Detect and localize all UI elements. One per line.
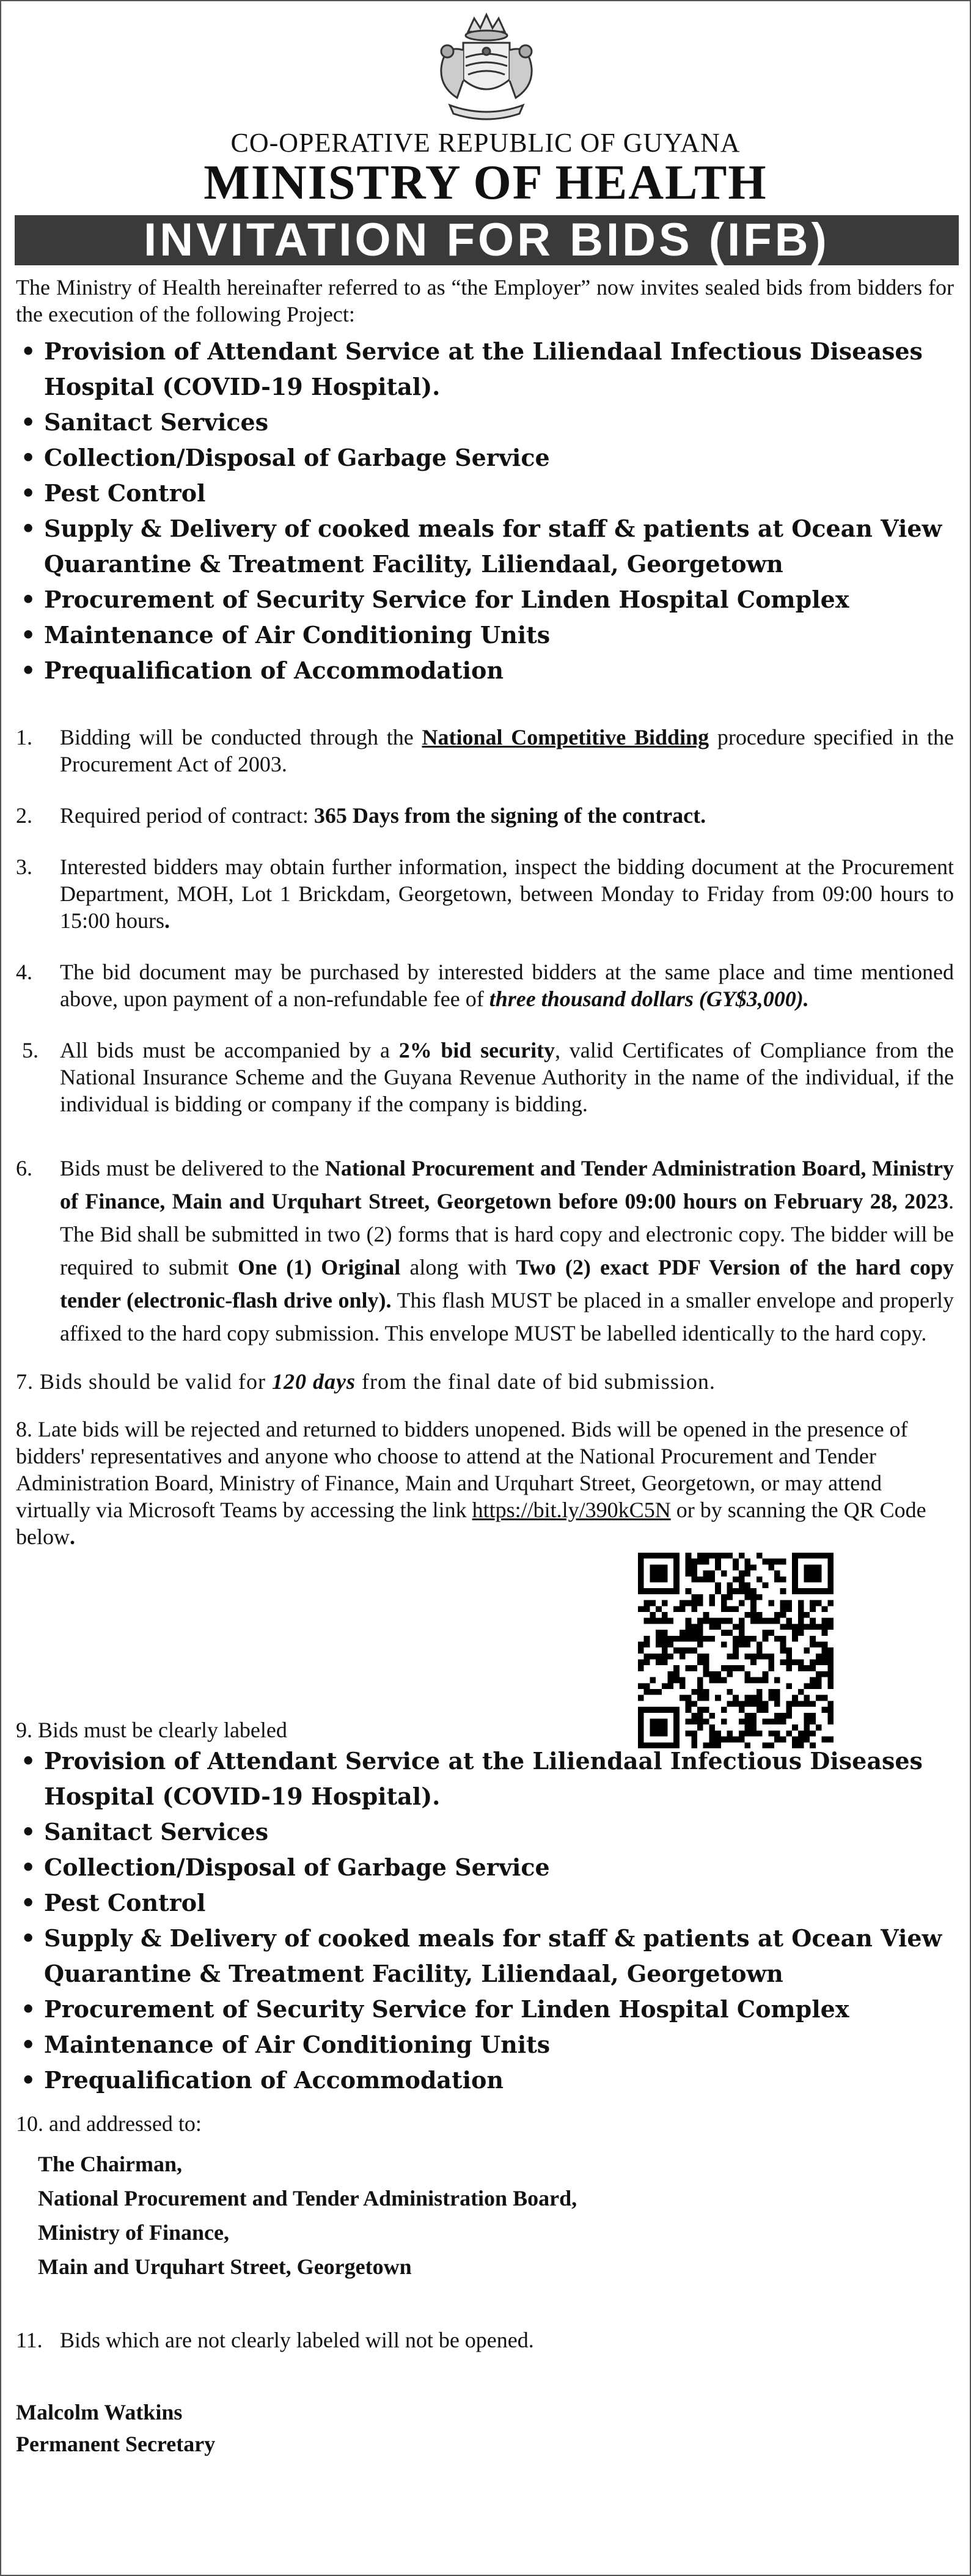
list-item: • Maintenance of Air Conditioning Units	[16, 617, 954, 653]
clause-3: 3. Interested bidders may obtain further information, inspect the bidding document at the Procurement Department, MOH, Lot 1 Brickdam, Georgetown, between Monday to Friday from 09:00 hours to 15:00 hours.	[16, 855, 954, 933]
bullet-icon: •	[21, 586, 36, 613]
ministry-name: MINISTRY OF HEALTH	[203, 156, 768, 210]
bullet-icon: •	[21, 515, 36, 542]
clause-6: 6. Bids must be delivered to the National Procurement and Tender Administration Board, Ministry of Finance, Main and Urquhart Street, Georgetown before 09:00 hours on February 28, 2023. The Bid shall be submitted in two (2) forms that is hard copy and electronic copy. The bidder will be required to submit One (1) Original along with Two (2) exact PDF Version of the hard copy tender (electronic-flash drive only). This flash MUST be placed in a smaller envelope and properly affixed to the hard copy submission. This envelope MUST be labelled identically to the hard copy.	[16, 1156, 955, 1345]
address-line: Main and Urquhart Street, Georgetown	[38, 2254, 412, 2279]
list-item: • Procurement of Security Service for Linden Hospital Complex	[16, 1992, 954, 2027]
list-item: • Supply & Delivery of cooked meals for staff & patients at Ocean View Quarantine & Treatment Facility, Liliendaal, Georgetown	[16, 1921, 954, 1992]
address-block	[38, 2147, 954, 2284]
bullet-icon: •	[21, 1889, 36, 1916]
teams-link[interactable]: https://bit.ly/390kC5N	[472, 1498, 671, 1522]
list-item: • Sanitact Services	[16, 405, 954, 440]
qr-code-icon[interactable]	[638, 1553, 834, 1748]
address-line: The Chairman,	[38, 2152, 183, 2176]
list-item: • Pest Control	[16, 476, 954, 511]
clause-8: 8. Late bids will be rejected and returned to bidders unopened. Bids will be opened in the presence of bidders' representatives and anyone who choose to attend at the National Procurement and Tender Administration Board, Ministry of Finance, Main and Urquhart Street, Georgetown, or may attend virtually via Microsoft Teams by accessing the link https://bit.ly/390kC5N or by scanning the QR Code below.	[16, 1417, 926, 1549]
clause-5: 5. All bids must be accompanied by a 2% bid security, valid Certificates of Compliance from the National Insurance Scheme and the Guyana Revenue Authority in the name of the individual, if the individual is bidding or company if the company is bidding.	[22, 1038, 954, 1116]
list-item: • Supply & Delivery of cooked meals for staff & patients at Ocean View Quarantine & Treatment Facility, Liliendaal, Georgetown	[16, 511, 954, 582]
bullet-icon: •	[21, 1924, 36, 1952]
bullet-icon: •	[21, 621, 36, 649]
clause-2: 2. Required period of contract: 365 Days from the signing of the contract.	[16, 803, 706, 828]
page-title-banner: INVITATION FOR BIDS (IFB)	[15, 215, 959, 265]
notice-body	[16, 274, 954, 2460]
bullet-icon: •	[21, 337, 36, 365]
clause-7: 7. Bids should be valid for 120 days from the final date of bid submission.	[16, 1369, 716, 1394]
signatory-name: Malcolm Watkins	[16, 2400, 183, 2424]
intro-paragraph: The Ministry of Health hereinafter referred to as “the Employer” now invites sealed bids from bidders for the execution of the following Project:	[16, 275, 954, 326]
clause-9: 9. Bids must be clearly labeled	[16, 1718, 287, 1742]
signatory-title: Permanent Secretary	[16, 2432, 216, 2456]
bullet-icon: •	[21, 408, 36, 436]
address-line: National Procurement and Tender Administration Board,	[38, 2186, 577, 2210]
project-list-top	[16, 334, 954, 688]
list-item: • Collection/Disposal of Garbage Service	[16, 440, 954, 476]
list-item: • Collection/Disposal of Garbage Service	[16, 1850, 954, 1885]
coat-of-arms-icon	[425, 7, 548, 123]
bullet-icon: •	[21, 444, 36, 471]
country-name: CO-OPERATIVE REPUBLIC OF GUYANA	[230, 128, 741, 158]
clause-4: 4. The bid document may be purchased by interested bidders at the same place and time mentioned above, upon payment of a non-refundable fee of three thousand dollars (GY$3,000).	[16, 960, 954, 1011]
address-line: Ministry of Finance,	[38, 2220, 229, 2245]
bullet-icon: •	[21, 2031, 36, 2058]
list-item: • Provision of Attendant Service at the Liliendaal Infectious Diseases Hospital (COVID-19 Hospital).	[16, 334, 954, 405]
list-item: • Pest Control	[16, 1885, 954, 1921]
list-item: • Sanitact Services	[16, 1814, 954, 1850]
bullet-icon: •	[21, 657, 36, 684]
bullet-icon: •	[21, 1747, 36, 1775]
clause-11: 11. Bids which are not clearly labeled will not be opened.	[16, 2328, 534, 2352]
clause-1: 1. Bidding will be conducted through the National Competitive Bidding procedure specified in the Procurement Act of 2003.	[16, 725, 954, 776]
bullet-icon: •	[21, 2066, 36, 2094]
clause-10: 10. and addressed to:	[16, 2111, 202, 2136]
list-item: • Prequalification of Accommodation	[16, 2063, 954, 2098]
bullet-icon: •	[21, 1818, 36, 1846]
signature-block	[16, 2396, 954, 2460]
list-item: • Procurement of Security Service for Linden Hospital Complex	[16, 582, 954, 617]
bullet-icon: •	[21, 479, 36, 507]
project-list-labels	[16, 1743, 954, 2098]
list-item: • Prequalification of Accommodation	[16, 653, 954, 688]
list-item: • Provision of Attendant Service at the Liliendaal Infectious Diseases Hospital (COVID-19 Hospital).	[16, 1743, 954, 1814]
bullet-icon: •	[21, 1853, 36, 1881]
list-item: • Maintenance of Air Conditioning Units	[16, 2027, 954, 2063]
bullet-icon: •	[21, 1995, 36, 2023]
